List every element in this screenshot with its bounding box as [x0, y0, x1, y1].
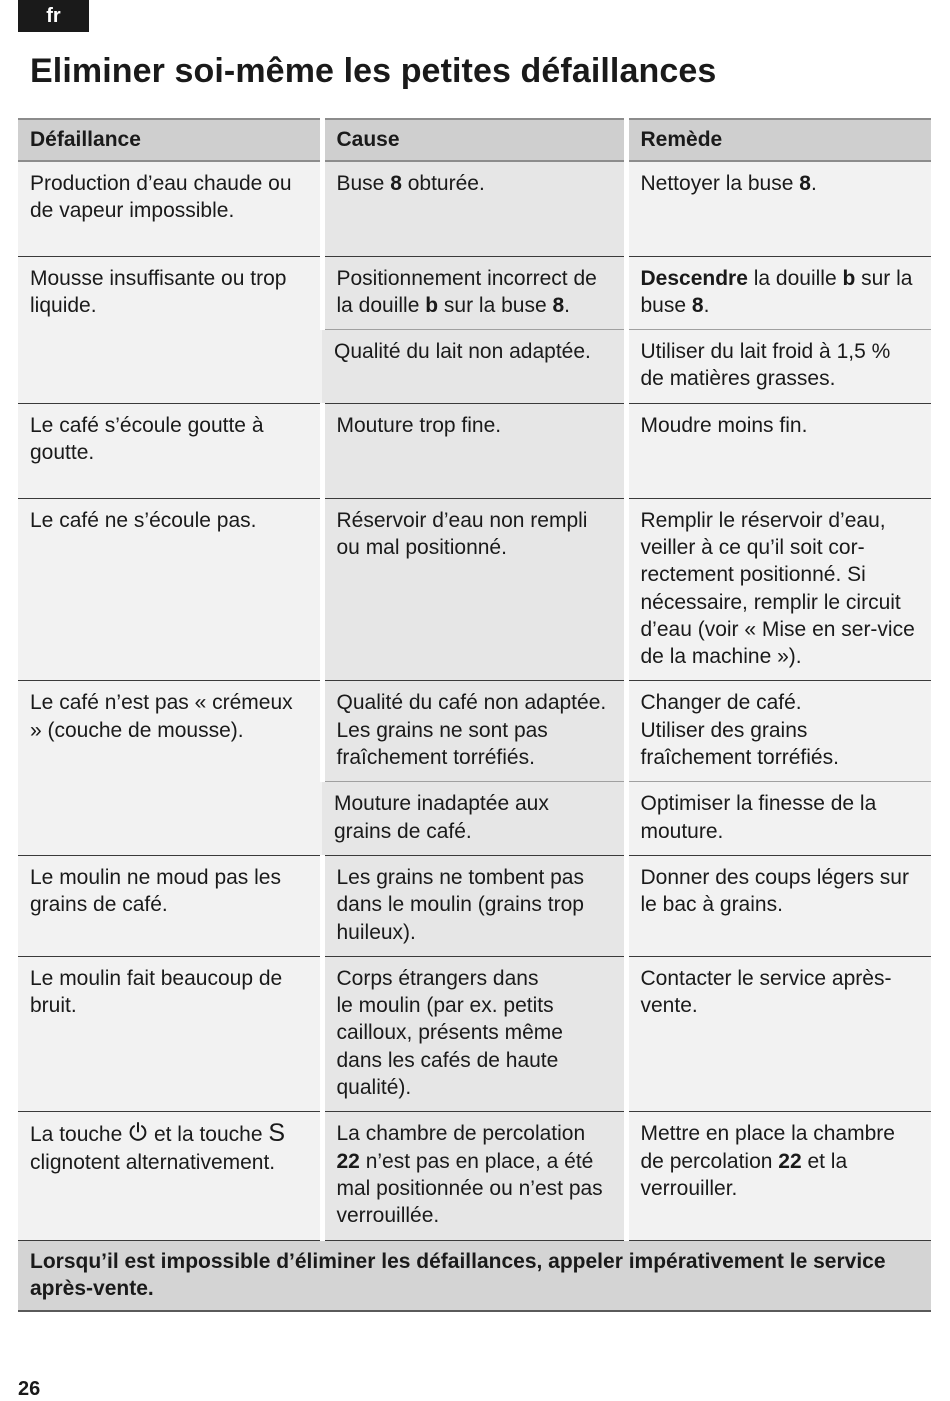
defaillance-cell: Mousse insuffisante ou trop liquide.: [18, 256, 322, 403]
page-number: 26: [18, 1378, 41, 1400]
cause-cell: Mouture inadaptée aux grains de café.: [322, 782, 626, 856]
remede-cell: Utiliser du lait froid à 1,5 % de matières grasses.: [626, 330, 931, 404]
remede-cell: Donner des coups légers sur le bac à grains.: [626, 855, 931, 956]
table-header-row: [18, 119, 931, 161]
table-row: [18, 1112, 931, 1240]
remede-cell: Mettre en place la chambre de percolation 22 et la verrouiller.: [626, 1112, 931, 1240]
remede-cell: Moudre moins fin.: [626, 403, 931, 498]
defaillance-cell: Le café n’est pas « crémeux » (couche de mousse).: [18, 681, 322, 855]
table-row: [18, 498, 931, 681]
remede-cell: Optimiser la finesse de la mouture.: [626, 782, 931, 856]
table-row: [18, 681, 931, 782]
cause-cell: Qualité du lait non adaptée.: [322, 330, 626, 404]
header-cause: Cause: [322, 119, 626, 161]
defaillance-cell: [18, 1112, 322, 1240]
cause-cell: Réservoir d’eau non rempli ou mal positionné.: [322, 498, 626, 681]
header-remede: Remède: [626, 119, 931, 161]
cause-cell: Qualité du café non adaptée. Les grains ne sont pas fraîchement torréfiés.: [322, 681, 626, 782]
remede-cell: Changer de café. Utiliser des grains fraîchement torréfiés.: [626, 681, 931, 782]
defaillance-cell: Production d’eau chaude ou de vapeur impossible.: [18, 161, 322, 256]
defaillance-text-part: La touche: [30, 1123, 123, 1147]
page-title: Eliminer soi-même les petites défaillances: [30, 52, 717, 90]
table-row: [18, 161, 931, 256]
s-key-symbol: S: [268, 1119, 286, 1148]
cause-cell: Les grains ne tombent pas dans le moulin (grains trop huileux).: [322, 855, 626, 956]
table-row: [18, 855, 931, 956]
cause-cell: Corps étrangers dans le moulin (par ex. petits cailloux, présents même dans les cafés de haute qualité).: [322, 956, 626, 1111]
service-note: Lorsqu’il est impossible d’éliminer les défaillances, appeler impérativement le service après-vente.: [18, 1240, 931, 1311]
table-row: [18, 956, 931, 1111]
defaillance-cell: Le café s’écoule goutte à goutte.: [18, 403, 322, 498]
cause-cell: La chambre de percolation 22 n’est pas en place, a été mal positionnée ou n’est pas verrouillée.: [322, 1112, 626, 1240]
table-row: [18, 256, 931, 330]
table-row: [18, 403, 931, 498]
language-tab: fr: [18, 0, 89, 32]
defaillance-cell: Le café ne s’écoule pas.: [18, 498, 322, 681]
defaillance-text-part: clignotent alternativement.: [30, 1150, 276, 1174]
cause-cell: Mouture trop fine.: [322, 403, 626, 498]
remede-cell: Remplir le réservoir d’eau, veiller à ce qu’il soit cor-rectement positionné. Si nécessaire, remplir le circuit d’eau (voir « Mise en ser-vice de la machine »).: [626, 498, 931, 681]
defaillance-cell: Le moulin fait beaucoup de bruit.: [18, 956, 322, 1111]
defaillance-cell: Le moulin ne moud pas les grains de café.: [18, 855, 322, 956]
remede-cell: Descendre la douille b sur la buse 8.: [626, 256, 931, 330]
remede-cell: Nettoyer la buse 8.: [626, 161, 931, 256]
troubleshooting-table: [18, 118, 931, 1312]
defaillance-text-part: et la touche: [153, 1123, 263, 1147]
cause-cell: Buse 8 obturée.: [322, 161, 626, 256]
power-icon: [128, 1121, 148, 1143]
header-defaillance: Défaillance: [18, 119, 322, 161]
table-note-row: [18, 1240, 931, 1311]
cause-cell: Positionnement incorrect de la douille b sur la buse 8.: [322, 256, 626, 330]
remede-cell: Contacter le service après-vente.: [626, 956, 931, 1111]
